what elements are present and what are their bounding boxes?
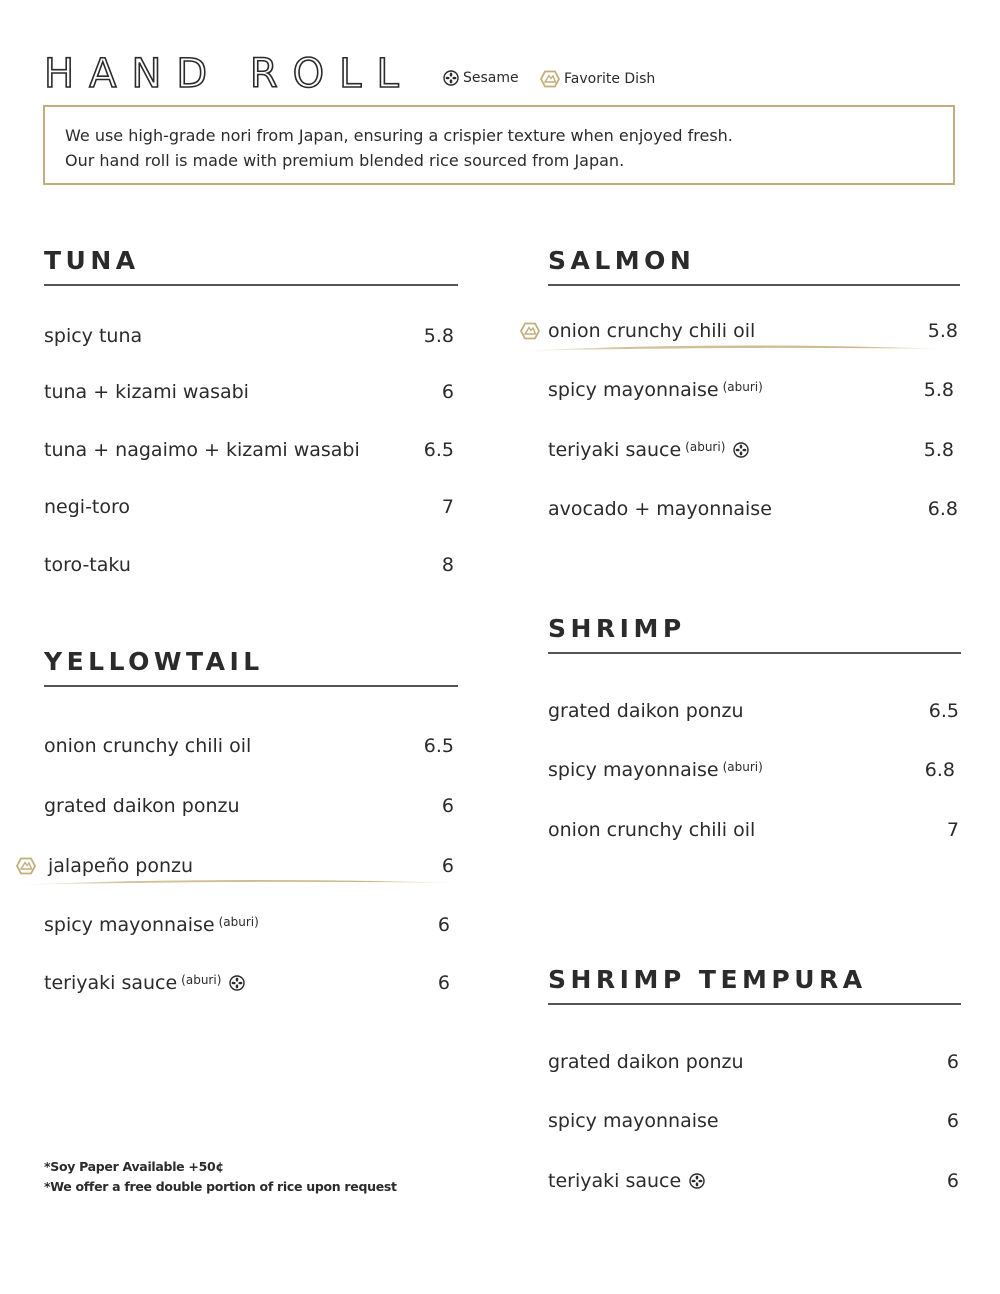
item-name: grated daikon ponzu xyxy=(548,700,744,722)
item-name: spicy tuna xyxy=(44,325,143,347)
item-price: 7 xyxy=(946,819,959,841)
item-price: 5.8 xyxy=(923,439,954,461)
menu-item xyxy=(548,816,961,844)
menu-item xyxy=(44,732,458,760)
item-name-text: teriyaki sauce xyxy=(548,1170,682,1192)
section-divider xyxy=(44,685,458,687)
menu-item xyxy=(44,436,458,464)
item-price: 6 xyxy=(946,1110,959,1132)
item-name: negi-toro xyxy=(44,496,131,518)
menu-item xyxy=(548,376,960,404)
section-title-tuna: TUNA xyxy=(44,246,140,275)
item-note: (aburi) xyxy=(722,380,763,394)
section-salmon xyxy=(548,246,960,536)
item-note: (aburi) xyxy=(722,760,763,774)
section-yellowtail xyxy=(44,647,458,1007)
menu-item xyxy=(44,911,458,939)
notice-box xyxy=(43,105,955,185)
item-name-text: spicy mayonnaise xyxy=(548,759,719,781)
item-price: 8 xyxy=(441,554,454,576)
legend-favorite-label: Favorite Dish xyxy=(564,71,656,87)
item-name: jalapeño ponzu xyxy=(48,855,194,877)
notice-line-1: We use high-grade nori from Japan, ensuring a crispier texture when enjoyed fresh. xyxy=(65,126,733,145)
section-title-salmon: SALMON xyxy=(548,246,696,275)
menu-item xyxy=(44,551,458,579)
menu-item-favorite xyxy=(548,317,960,345)
menu-item xyxy=(548,1107,961,1135)
item-price: 6.8 xyxy=(924,759,955,781)
item-price: 6 xyxy=(946,1170,959,1192)
item-name-text: spicy mayonnaise xyxy=(44,914,215,936)
item-price: 5.8 xyxy=(423,325,454,347)
legend-sesame-label: Sesame xyxy=(463,70,519,86)
item-price: 6.5 xyxy=(423,735,454,757)
item-price: 5.8 xyxy=(927,320,958,342)
footnote-soy-paper: *Soy Paper Available +50¢ xyxy=(44,1159,224,1174)
menu-item xyxy=(548,1048,961,1076)
section-shrimp-tempura xyxy=(548,965,961,1205)
sesame-icon xyxy=(733,442,749,458)
menu-item xyxy=(44,378,458,406)
menu-item xyxy=(44,493,458,521)
menu-item xyxy=(44,792,458,820)
item-name: spicy mayonnaise xyxy=(548,1110,719,1132)
section-title-shrimp: SHRIMP xyxy=(548,614,686,643)
item-price: 6 xyxy=(441,381,454,403)
menu-item xyxy=(44,969,458,997)
item-name: grated daikon ponzu xyxy=(44,795,240,817)
menu-item xyxy=(548,495,960,523)
item-price: 6 xyxy=(946,1051,959,1073)
item-name: tuna + kizami wasabi xyxy=(44,381,249,403)
item-price: 6.5 xyxy=(928,700,959,722)
section-tuna xyxy=(44,246,458,586)
item-name: grated daikon ponzu xyxy=(548,1051,744,1073)
item-name-text: spicy mayonnaise xyxy=(548,379,719,401)
legend-sesame xyxy=(443,70,519,86)
menu-item xyxy=(44,322,458,350)
footnote-double-rice: *We offer a free double portion of rice upon request xyxy=(44,1179,397,1194)
section-title-yellowtail: YELLOWTAIL xyxy=(44,647,264,676)
sesame-icon xyxy=(689,1173,705,1189)
item-name-text: teriyaki sauce xyxy=(44,972,178,994)
item-name xyxy=(44,972,245,994)
legend-favorite xyxy=(540,70,655,88)
item-price: 6 xyxy=(441,795,454,817)
menu-item xyxy=(548,697,961,725)
item-price: 7 xyxy=(441,496,454,518)
item-name: tuna + nagaimo + kizami wasabi xyxy=(44,439,360,461)
menu-item xyxy=(548,436,960,464)
item-name: onion crunchy chili oil xyxy=(548,320,756,342)
item-price: 6 xyxy=(437,972,450,994)
item-note: (aburi) xyxy=(685,440,726,454)
section-divider xyxy=(548,1003,961,1005)
favorite-dish-icon xyxy=(520,322,540,340)
menu-item xyxy=(548,756,961,784)
item-name xyxy=(548,1170,705,1192)
item-price: 5.8 xyxy=(923,379,954,401)
sesame-icon xyxy=(229,975,245,991)
notice-line-2: Our hand roll is made with premium blended rice sourced from Japan. xyxy=(65,151,625,170)
menu-item-favorite xyxy=(44,852,458,880)
item-name xyxy=(548,439,749,461)
item-name: avocado + mayonnaise xyxy=(548,498,772,520)
item-name xyxy=(44,914,259,936)
item-price: 6 xyxy=(441,855,454,877)
item-name: onion crunchy chili oil xyxy=(548,819,756,841)
item-price: 6 xyxy=(437,914,450,936)
sesame-icon xyxy=(443,70,459,86)
item-name-text: teriyaki sauce xyxy=(548,439,682,461)
menu-item xyxy=(548,1167,961,1195)
footnotes xyxy=(44,1157,397,1197)
item-note: (aburi) xyxy=(218,915,259,929)
section-divider xyxy=(44,284,458,286)
item-name xyxy=(548,379,763,401)
section-divider xyxy=(548,284,960,286)
item-name xyxy=(548,759,763,781)
item-price: 6.5 xyxy=(423,439,454,461)
item-name: onion crunchy chili oil xyxy=(44,735,252,757)
section-title-shrimp-tempura: SHRIMP TEMPURA xyxy=(548,965,867,994)
section-shrimp xyxy=(548,614,961,854)
item-price: 6.8 xyxy=(927,498,958,520)
item-note: (aburi) xyxy=(181,973,222,987)
item-name: toro-taku xyxy=(44,554,131,576)
favorite-dish-icon xyxy=(16,857,36,875)
page-title: HAND ROLL xyxy=(44,51,414,97)
section-divider xyxy=(548,652,961,654)
favorite-dish-icon xyxy=(540,70,560,88)
